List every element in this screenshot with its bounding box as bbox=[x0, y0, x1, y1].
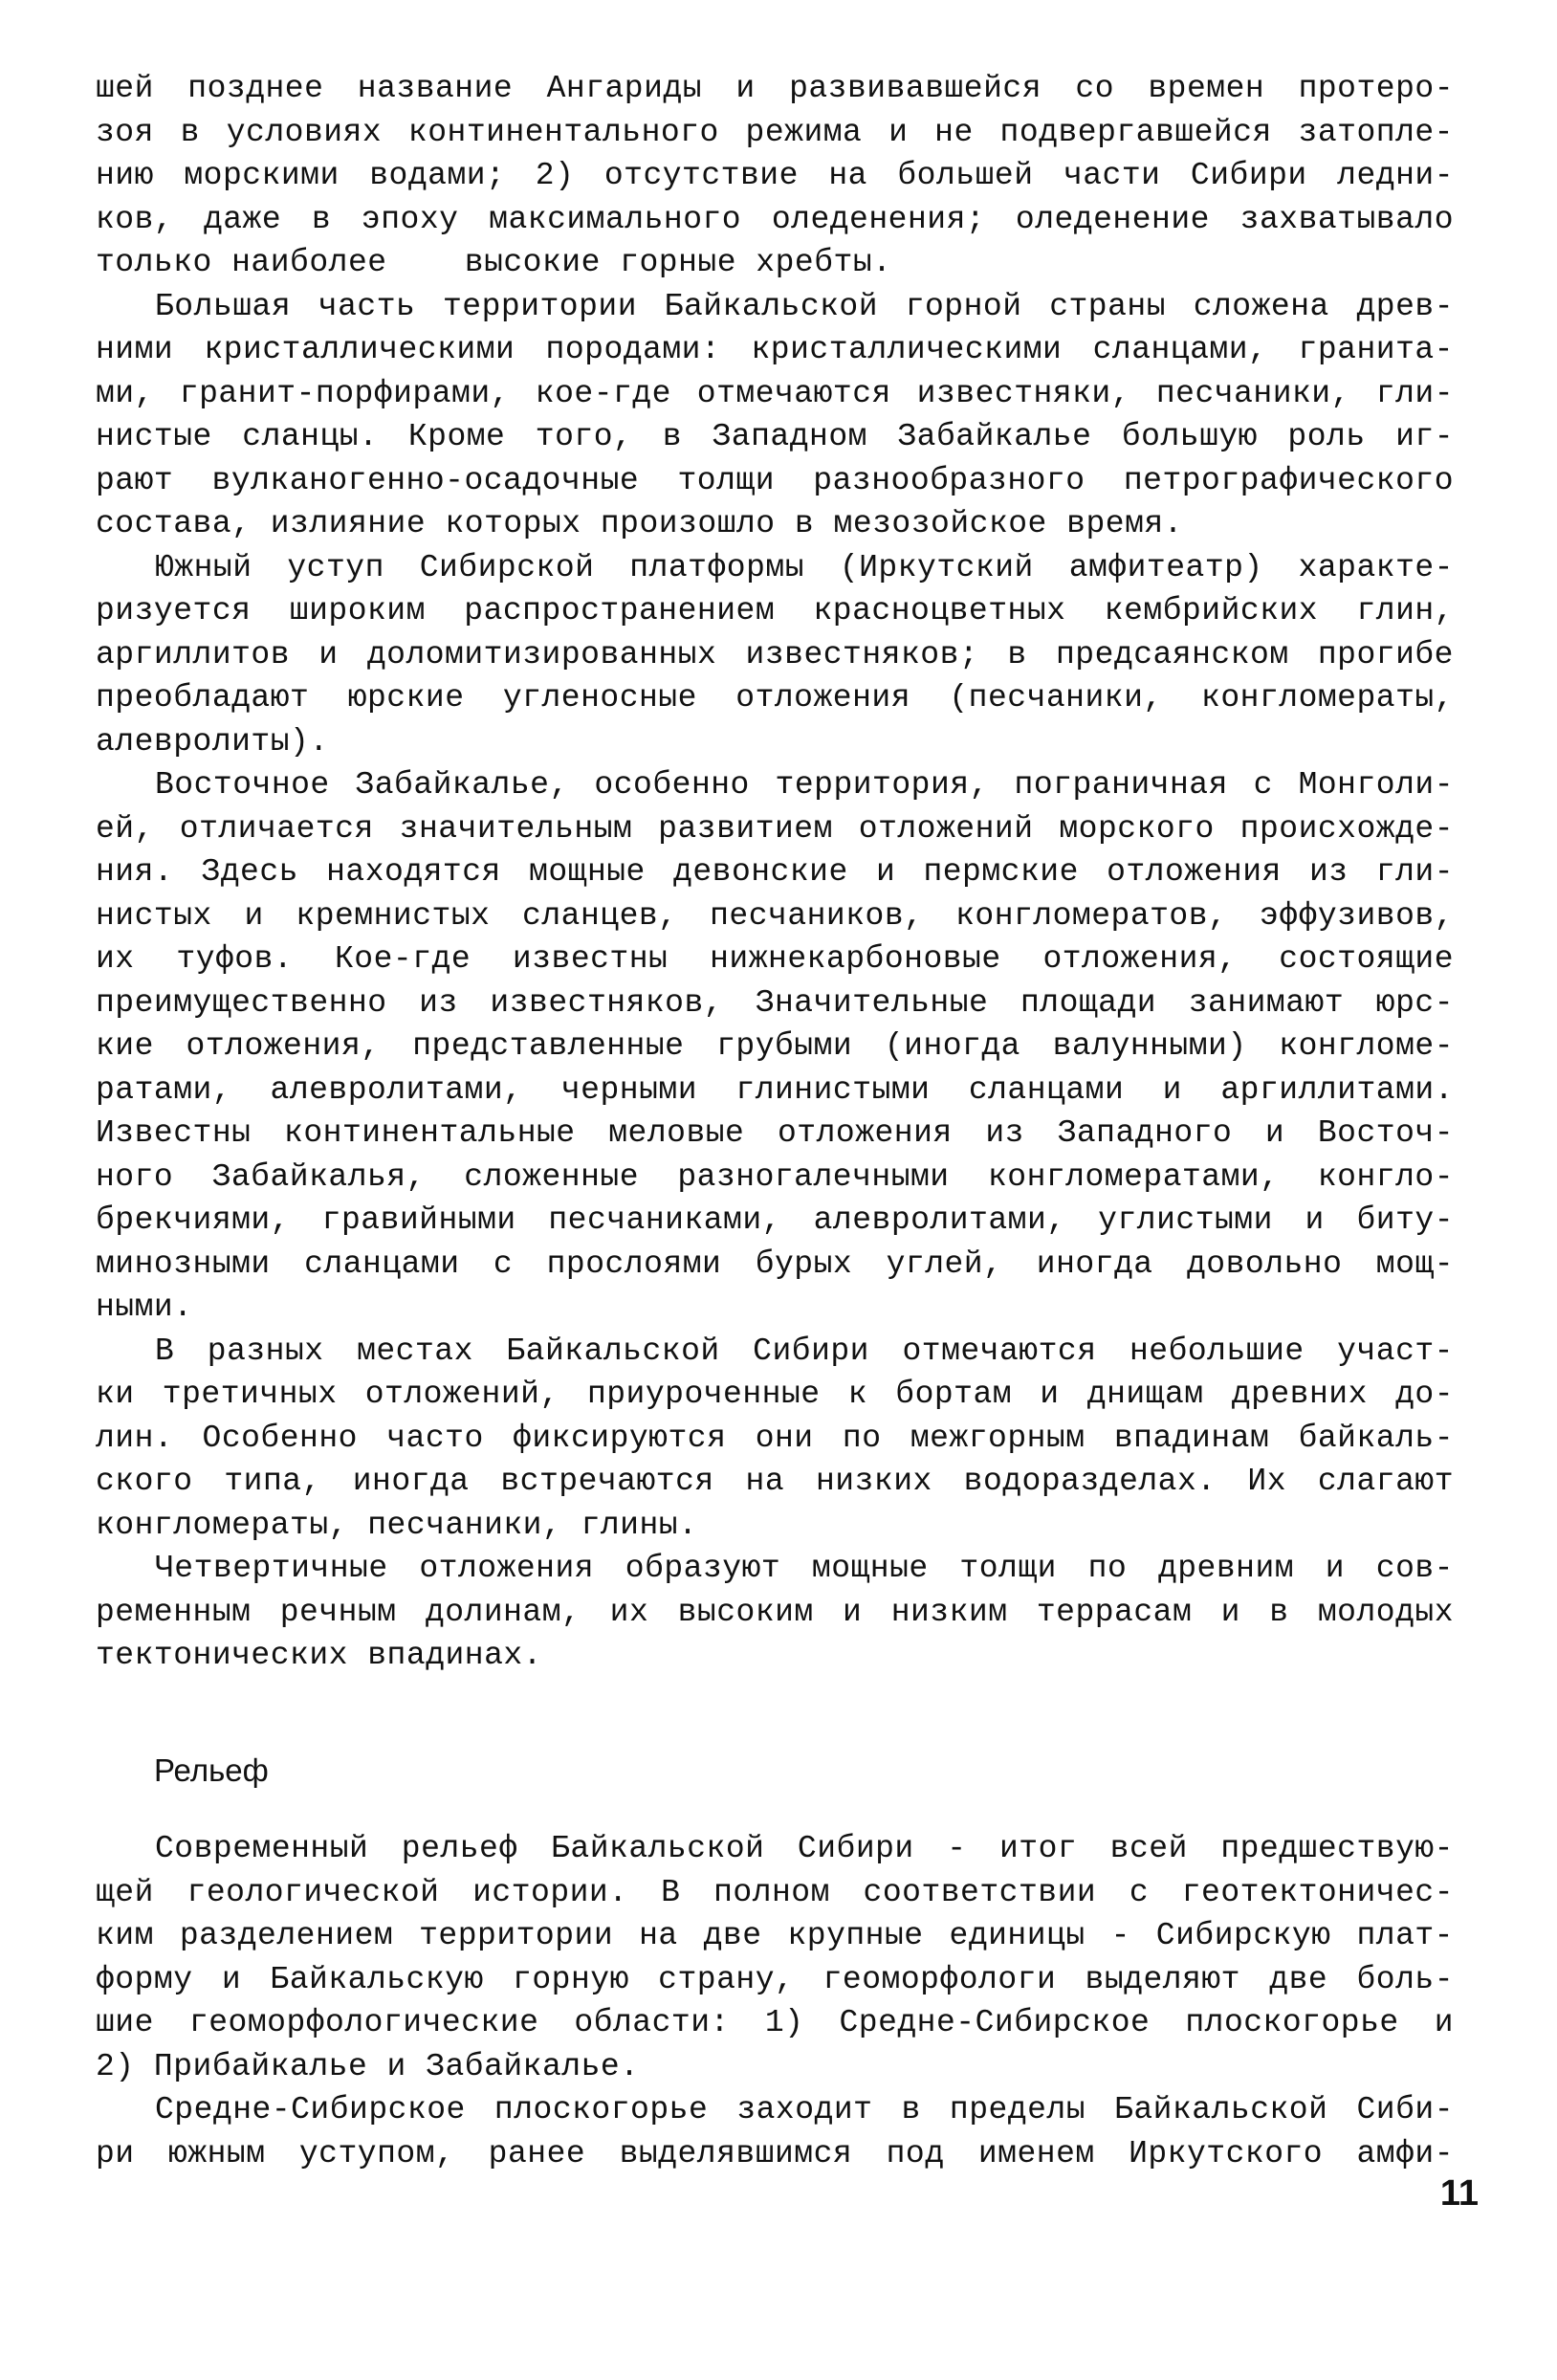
line: рают вулканогенно-осадочные толщи разнообразного петрографического bbox=[96, 462, 1454, 498]
line: шие геоморфологические области: 1) Средне-Сибирское плоскогорье и bbox=[96, 2005, 1454, 2040]
line: ми, гранит-порфирами, кое-где отмечаются известняки, песчаники, гли- bbox=[96, 375, 1454, 411]
line: ри южным уступом, ранее выделявшимся под именем Иркутского амфи- bbox=[96, 2135, 1454, 2171]
line: только наиболее высокие горные хребты. bbox=[96, 245, 892, 280]
line: аргиллитов и доломитизированных известняков; в предсаянском прогибе bbox=[96, 636, 1454, 672]
line: преобладают юрские угленосные отложения (песчаники, конгломераты, bbox=[96, 680, 1454, 716]
line: лин. Особенно часто фиксируются они по межгорным впадинам байкаль- bbox=[96, 1420, 1454, 1456]
line: конгломераты, песчаники, глины. bbox=[96, 1507, 698, 1543]
section-title: Рельеф bbox=[154, 1752, 269, 1788]
line: форму и Байкальскую горную страну, геоморфологи выделяют две боль- bbox=[96, 1961, 1454, 1997]
line: преимущественно из известняков, Значительные площади занимают юрс- bbox=[96, 984, 1454, 1021]
line: Известны континентальные меловые отложения из Западного и Восточ- bbox=[96, 1115, 1454, 1151]
line: В разных местах Байкальской Сибири отмечаются небольшие участ- bbox=[155, 1333, 1454, 1369]
line: ными. bbox=[96, 1289, 193, 1325]
paragraph-5 bbox=[96, 1330, 1454, 1548]
line: ременным речным долинам, их высоким и низким террасам и в молодых bbox=[96, 1594, 1454, 1630]
line: Современный рельеф Байкальской Сибири - итог всей предшествую- bbox=[155, 1831, 1454, 1866]
paragraph-8 bbox=[96, 2088, 1454, 2175]
line: нию морскими водами; 2) отсутствие на большей части Сибири ледни- bbox=[96, 158, 1454, 193]
line: минозными сланцами с прослоями бурых углей, иногда довольно мощ- bbox=[96, 1245, 1454, 1282]
line: зоя в условиях континентального режима и не подвергавшейся затопле- bbox=[96, 114, 1454, 150]
paragraph-6 bbox=[96, 1547, 1454, 1678]
text-block-top bbox=[96, 67, 1454, 1678]
line: Восточное Забайкалье, особенно территория, пограничная с Монголи- bbox=[155, 767, 1454, 803]
line: брекчиями, гравийными песчаниками, алевролитами, углистыми и биту- bbox=[96, 1202, 1454, 1238]
line: Южный уступ Сибирской платформы (Иркутский амфитеатр) характе- bbox=[155, 549, 1454, 585]
line: ким разделением территории на две крупные единицы - Сибирскую плат- bbox=[96, 1918, 1454, 1953]
line: Большая часть территории Байкальской горной страны сложена древ- bbox=[155, 288, 1454, 324]
line: тектонических впадинах. bbox=[96, 1638, 542, 1673]
paragraph-4 bbox=[96, 763, 1454, 1330]
line: ния. Здесь находятся мощные девонские и пермские отложения из гли- bbox=[96, 854, 1454, 890]
paragraph-1 bbox=[96, 67, 1454, 285]
line: Четвертичные отложения образуют мощные толщи по древним и сов- bbox=[155, 1551, 1454, 1586]
line: нистых и кремнистых сланцев, песчаников, конгломератов, эффузивов, bbox=[96, 897, 1454, 934]
line: ними кристаллическими породами: кристаллическими сланцами, гранита- bbox=[96, 332, 1454, 367]
line: ратами, алевролитами, черными глинистыми сланцами и аргиллитами. bbox=[96, 1071, 1454, 1108]
line: щей геологической истории. В полном соответствии с геотектоничес- bbox=[96, 1874, 1454, 1910]
paragraph-2 bbox=[96, 285, 1454, 546]
line: ей, отличается значительным развитием отложений морского происхожде- bbox=[96, 810, 1454, 847]
line: ки третичных отложений, приуроченные к бортам и днищам древних до- bbox=[96, 1377, 1454, 1412]
line: нистые сланцы. Кроме того, в Западном Забайкалье большую роль иг- bbox=[96, 419, 1454, 454]
line: ризуется широким распространением красноцветных кембрийских глин, bbox=[96, 593, 1454, 628]
line: шей позднее название Ангариды и развивавшейся со времен протеро- bbox=[96, 71, 1454, 106]
line: кие отложения, представленные грубыми (иногда валунными) конгломе- bbox=[96, 1028, 1454, 1064]
paragraph-7 bbox=[96, 1827, 1454, 2088]
line: Средне-Сибирское плоскогорье заходит в пределы Байкальской Сиби- bbox=[155, 2092, 1454, 2127]
line: ков, даже в эпоху максимального оледенения; оледенение захватывало bbox=[96, 201, 1454, 237]
text-block-bottom bbox=[96, 1827, 1454, 2175]
line: алевролиты). bbox=[96, 723, 329, 760]
paragraph-3 bbox=[96, 546, 1454, 764]
line: ного Забайкалья, сложенные разногалечными конгломератами, конгло- bbox=[96, 1158, 1454, 1195]
page-number: 11 bbox=[1439, 2173, 1479, 2214]
line: 2) Прибайкалье и Забайкалье. bbox=[96, 2048, 640, 2084]
line: состава, излияние которых произошло в мезозойское время. bbox=[96, 506, 1183, 541]
line: ского типа, иногда встречаются на низких водоразделах. Их слагают bbox=[96, 1464, 1454, 1499]
line: их туфов. Кое-где известны нижнекарбоновые отложения, состоящие bbox=[96, 941, 1454, 977]
